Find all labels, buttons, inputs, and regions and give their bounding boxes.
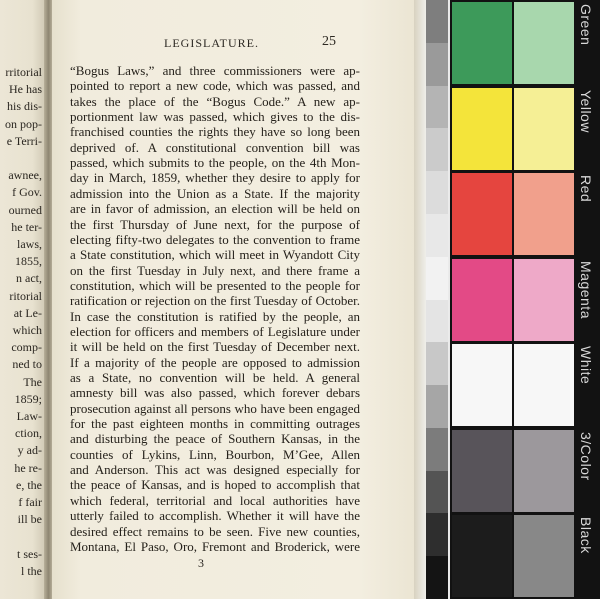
color-swatch [452, 430, 512, 512]
checker-label-text: Black [578, 517, 594, 554]
color-swatch-light [514, 259, 574, 341]
gray-step [426, 471, 448, 514]
signature-mark: 3 [198, 556, 204, 570]
left-page-line: l the [21, 563, 42, 578]
color-checker [450, 0, 600, 599]
left-page-line: which [12, 323, 42, 337]
checker-label [576, 86, 600, 170]
left-page-line: ritorial [9, 288, 42, 303]
left-page-line: Law- [16, 409, 42, 423]
checker-label [576, 342, 600, 426]
checker-row [450, 513, 600, 597]
body-line: utterly failed to accomplish. Whether it will have the [70, 508, 360, 524]
body-line: pointed to report a new code, which was passed, and [70, 78, 360, 94]
left-page-line: The [23, 374, 42, 389]
body-line: portionment law was passed, which gives to the dis- [70, 109, 360, 125]
body-line: In case the constitution is ratified by the people, an [70, 308, 360, 324]
body-line: deprived of. A constitutional convention bill was [70, 139, 360, 155]
body-line: as a State, no convention will be held. A general [70, 370, 360, 385]
gray-step [426, 0, 448, 43]
body-line: the peace of Kansas, and is hoped to accomplish that [70, 477, 360, 493]
color-swatch [452, 515, 512, 597]
left-page-line: he ter- [11, 219, 42, 234]
checker-row [450, 171, 600, 255]
color-swatch [452, 259, 512, 341]
body-line: it will be held on the first Tuesday of December next. [70, 339, 360, 355]
gray-step [426, 257, 448, 300]
body-line: constitution, which will be presented to the people for [70, 277, 360, 293]
body-line: “Bogus Laws,” and three commissioners were ap- [70, 63, 360, 78]
checker-label-text: White [578, 346, 594, 385]
gray-step [426, 513, 448, 556]
checker-label-text: Red [578, 175, 594, 203]
body-line: the first Thursday of June next, for the purpose of [70, 216, 360, 232]
right-page [52, 0, 414, 599]
gray-step [426, 43, 448, 86]
color-swatch [452, 173, 512, 255]
body-line: franchised counties the rights they have so long been [70, 124, 360, 140]
body-line: admission into the Union as a State. If the majority [70, 185, 360, 201]
body-line: desired effect remains to be seen. Five new counties, [70, 523, 360, 539]
gray-step [426, 385, 448, 428]
left-page-line: 1859; [14, 391, 42, 406]
left-page-line: ction, [15, 426, 42, 441]
checker-label-text: Green [578, 4, 594, 46]
left-page-line: ourned [8, 202, 42, 217]
gray-scale-strip [426, 0, 448, 599]
body-line: are in favor of admission, an election will be held on [70, 201, 360, 217]
body-line: which federal, territorial and local authorities have [70, 492, 360, 508]
checker-label [576, 428, 600, 512]
left-page-line: f Gov. [12, 185, 42, 200]
gray-step [426, 171, 448, 214]
body-line: ratification or rejection on the first Tuesday of October. [70, 293, 360, 309]
checker-row [450, 428, 600, 512]
body-line: and Anderson. This act was designed especially for [70, 462, 360, 478]
left-page-line: y ad- [17, 443, 42, 458]
gray-step [426, 86, 448, 129]
gray-step [426, 342, 448, 385]
body-line: electing fifty-two delegates to the convention to frame [70, 231, 360, 247]
checker-row [450, 86, 600, 170]
left-page-line: He has [9, 82, 42, 97]
left-page-line: at Le- [13, 305, 42, 320]
color-swatch-light [514, 2, 574, 84]
body-line: election for officers and members of Legislature under [70, 323, 360, 339]
left-page-line: rritorial [5, 65, 42, 79]
color-swatch-light [514, 88, 574, 170]
color-swatch-light [514, 344, 574, 426]
left-page-line: laws, [17, 237, 42, 251]
left-page-line: ill be [17, 512, 42, 527]
left-page-line: ned to [12, 357, 42, 372]
body-line: day in March, 1859, whether they desire to apply for [70, 170, 360, 186]
page-number: 25 [322, 34, 336, 49]
body-line: prosecution against all persons who have been engaged [70, 400, 360, 416]
left-page-line: he re- [14, 460, 42, 475]
left-page-line: his dis- [6, 99, 42, 114]
body-line: takes the place of the “Bogus Code.” A new ap- [70, 93, 360, 109]
color-swatch-light [514, 430, 574, 512]
checker-row [450, 342, 600, 426]
running-head: LEGISLATURE. [164, 36, 259, 50]
left-page-line: e, the [16, 477, 42, 492]
checker-label [576, 0, 600, 84]
body-line: for the past eighteen months in committing outrages [70, 416, 360, 432]
gray-step [426, 300, 448, 343]
gray-step [426, 428, 448, 471]
left-page-line: f fair [18, 495, 42, 509]
left-page-line: awnee, [8, 168, 42, 183]
gray-step [426, 214, 448, 257]
left-page-line: n act, [16, 271, 42, 286]
body-line: on the first Tuesday in July next, and there frame a [70, 262, 360, 278]
color-swatch [452, 2, 512, 84]
color-swatch [452, 88, 512, 170]
body-line: a State constitution, which will meet in Wyandott City [70, 247, 360, 263]
body-line: and disturbing the peace of Southern Kansas, in the [70, 431, 360, 447]
checker-label-text: Magenta [578, 260, 594, 319]
left-page-line: on pop- [5, 116, 42, 131]
color-swatch [452, 344, 512, 426]
page-header [52, 36, 414, 52]
checker-row [450, 257, 600, 341]
left-page-line: comp- [11, 340, 42, 355]
color-swatch-light [514, 173, 574, 255]
checker-label [576, 513, 600, 597]
checker-label-text: 3/Color [578, 431, 594, 481]
checker-label-text: Yellow [578, 89, 594, 133]
body-line: Montana, El Paso, Oro, Fremont and Broderick, were [70, 538, 360, 554]
left-page-line: e Terri- [6, 133, 42, 148]
body-line: amnesty bill was also passed, which forever debars [70, 385, 360, 401]
color-swatch-light [514, 515, 574, 597]
left-page [0, 0, 46, 599]
gray-step [426, 128, 448, 171]
body-line: If a majority of the people are opposed to admission [70, 354, 360, 370]
gray-step [426, 556, 448, 599]
left-page-line: t ses- [17, 546, 42, 561]
body-line: passed, which submits to the people, on the 4th Mon- [70, 155, 360, 171]
checker-label [576, 171, 600, 255]
body-line: counties of Lykins, Linn, Bourbon, M’Gee, Allen [70, 446, 360, 462]
checker-label [576, 257, 600, 341]
checker-row [450, 0, 600, 84]
left-page-line: 1855, [15, 254, 42, 269]
